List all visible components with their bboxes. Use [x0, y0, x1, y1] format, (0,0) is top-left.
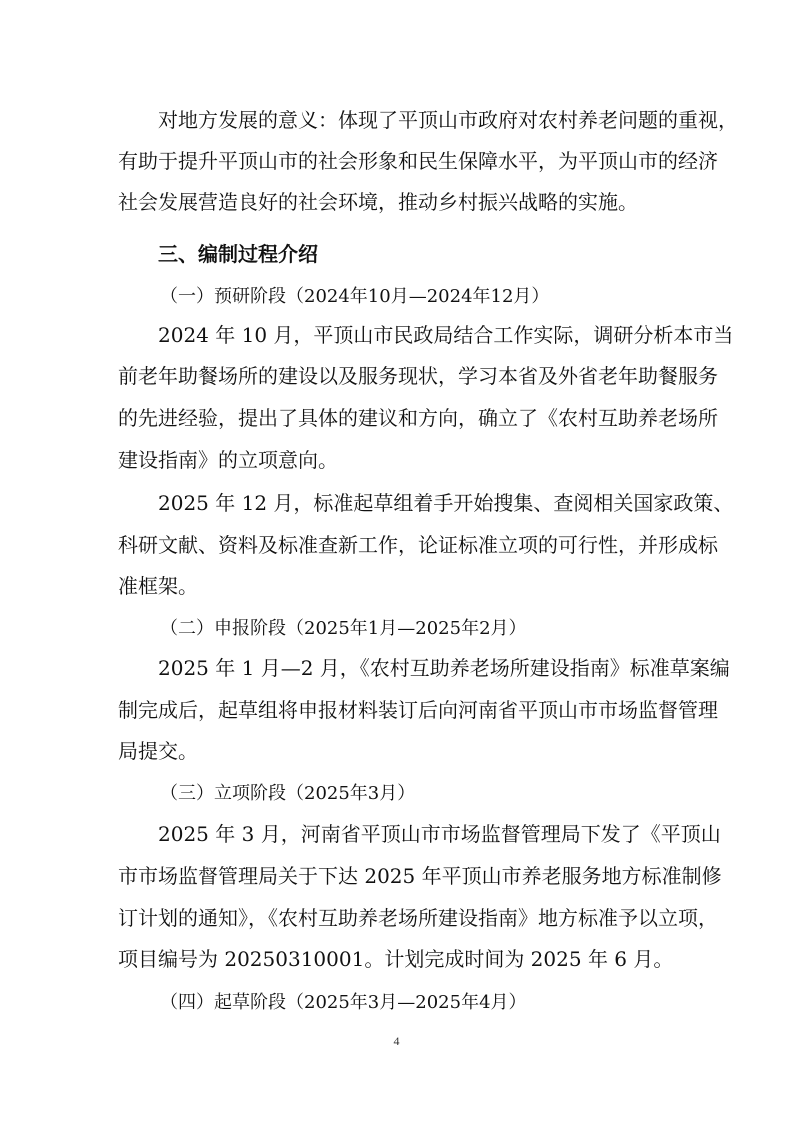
- paragraph-line: 订计划的通知》，《农村互助养老场所建设指南》地方标准予以立项，: [118, 906, 718, 930]
- paragraph-line: 局提交。: [118, 739, 198, 763]
- paragraph-line: 准框架。: [118, 574, 198, 598]
- subsection-heading: （四）起草阶段（2025年3月—2025年4月）: [160, 992, 527, 1013]
- paragraph-line: 市市场监督管理局关于下达 2025 年平顶山市养老服务地方标准制修: [118, 864, 722, 888]
- paragraph-line: 制完成后，起草组将申报材料装订后向河南省平顶山市市场监督管理: [118, 698, 718, 722]
- paragraph-line: 科研文献、资料及标准查新工作，论证标准立项的可行性，并形成标: [118, 533, 718, 557]
- paragraph-line: 2025 年 1 月—2 月，《农村互助养老场所建设指南》标准草案编: [158, 656, 730, 680]
- paragraph-line: 2025 年 3 月，河南省平顶山市市场监督管理局下发了《平顶山: [158, 822, 721, 846]
- page-number: 4: [393, 1034, 400, 1048]
- paragraph-line: 社会发展营造良好的社会环境，推动乡村振兴战略的实施。: [118, 190, 638, 214]
- paragraph-line: 有助于提升平顶山市的社会形象和民生保障水平，为平顶山市的经济: [118, 149, 718, 173]
- paragraph-line: 对地方发展的意义：体现了平顶山市政府对农村养老问题的重视，: [158, 108, 738, 132]
- paragraph-line: 2025 年 12 月，标准起草组着手开始搜集、查阅相关国家政策、: [158, 491, 734, 515]
- subsection-heading: （一）预研阶段（2024年10月—2024年12月）: [160, 286, 550, 307]
- subsection-heading: （二）申报阶段（2025年1月—2025年2月）: [160, 618, 527, 639]
- section-heading: 三、编制过程介绍: [158, 242, 318, 266]
- paragraph-line: 前老年助餐场所的建设以及服务现状，学习本省及外省老年助餐服务: [118, 364, 718, 388]
- paragraph-line: 项目编号为 20250310001。计划完成时间为 2025 年 6 月。: [118, 947, 674, 971]
- paragraph-line: 2024 年 10 月，平顶山市民政局结合工作实际，调研分析本市当: [158, 323, 734, 347]
- paragraph-line: 的先进经验，提出了具体的建议和方向，确立了《农村互助养老场所: [118, 406, 718, 430]
- paragraph-line: 建设指南》的立项意向。: [118, 448, 338, 472]
- subsection-heading: （三）立项阶段（2025年3月）: [160, 783, 416, 804]
